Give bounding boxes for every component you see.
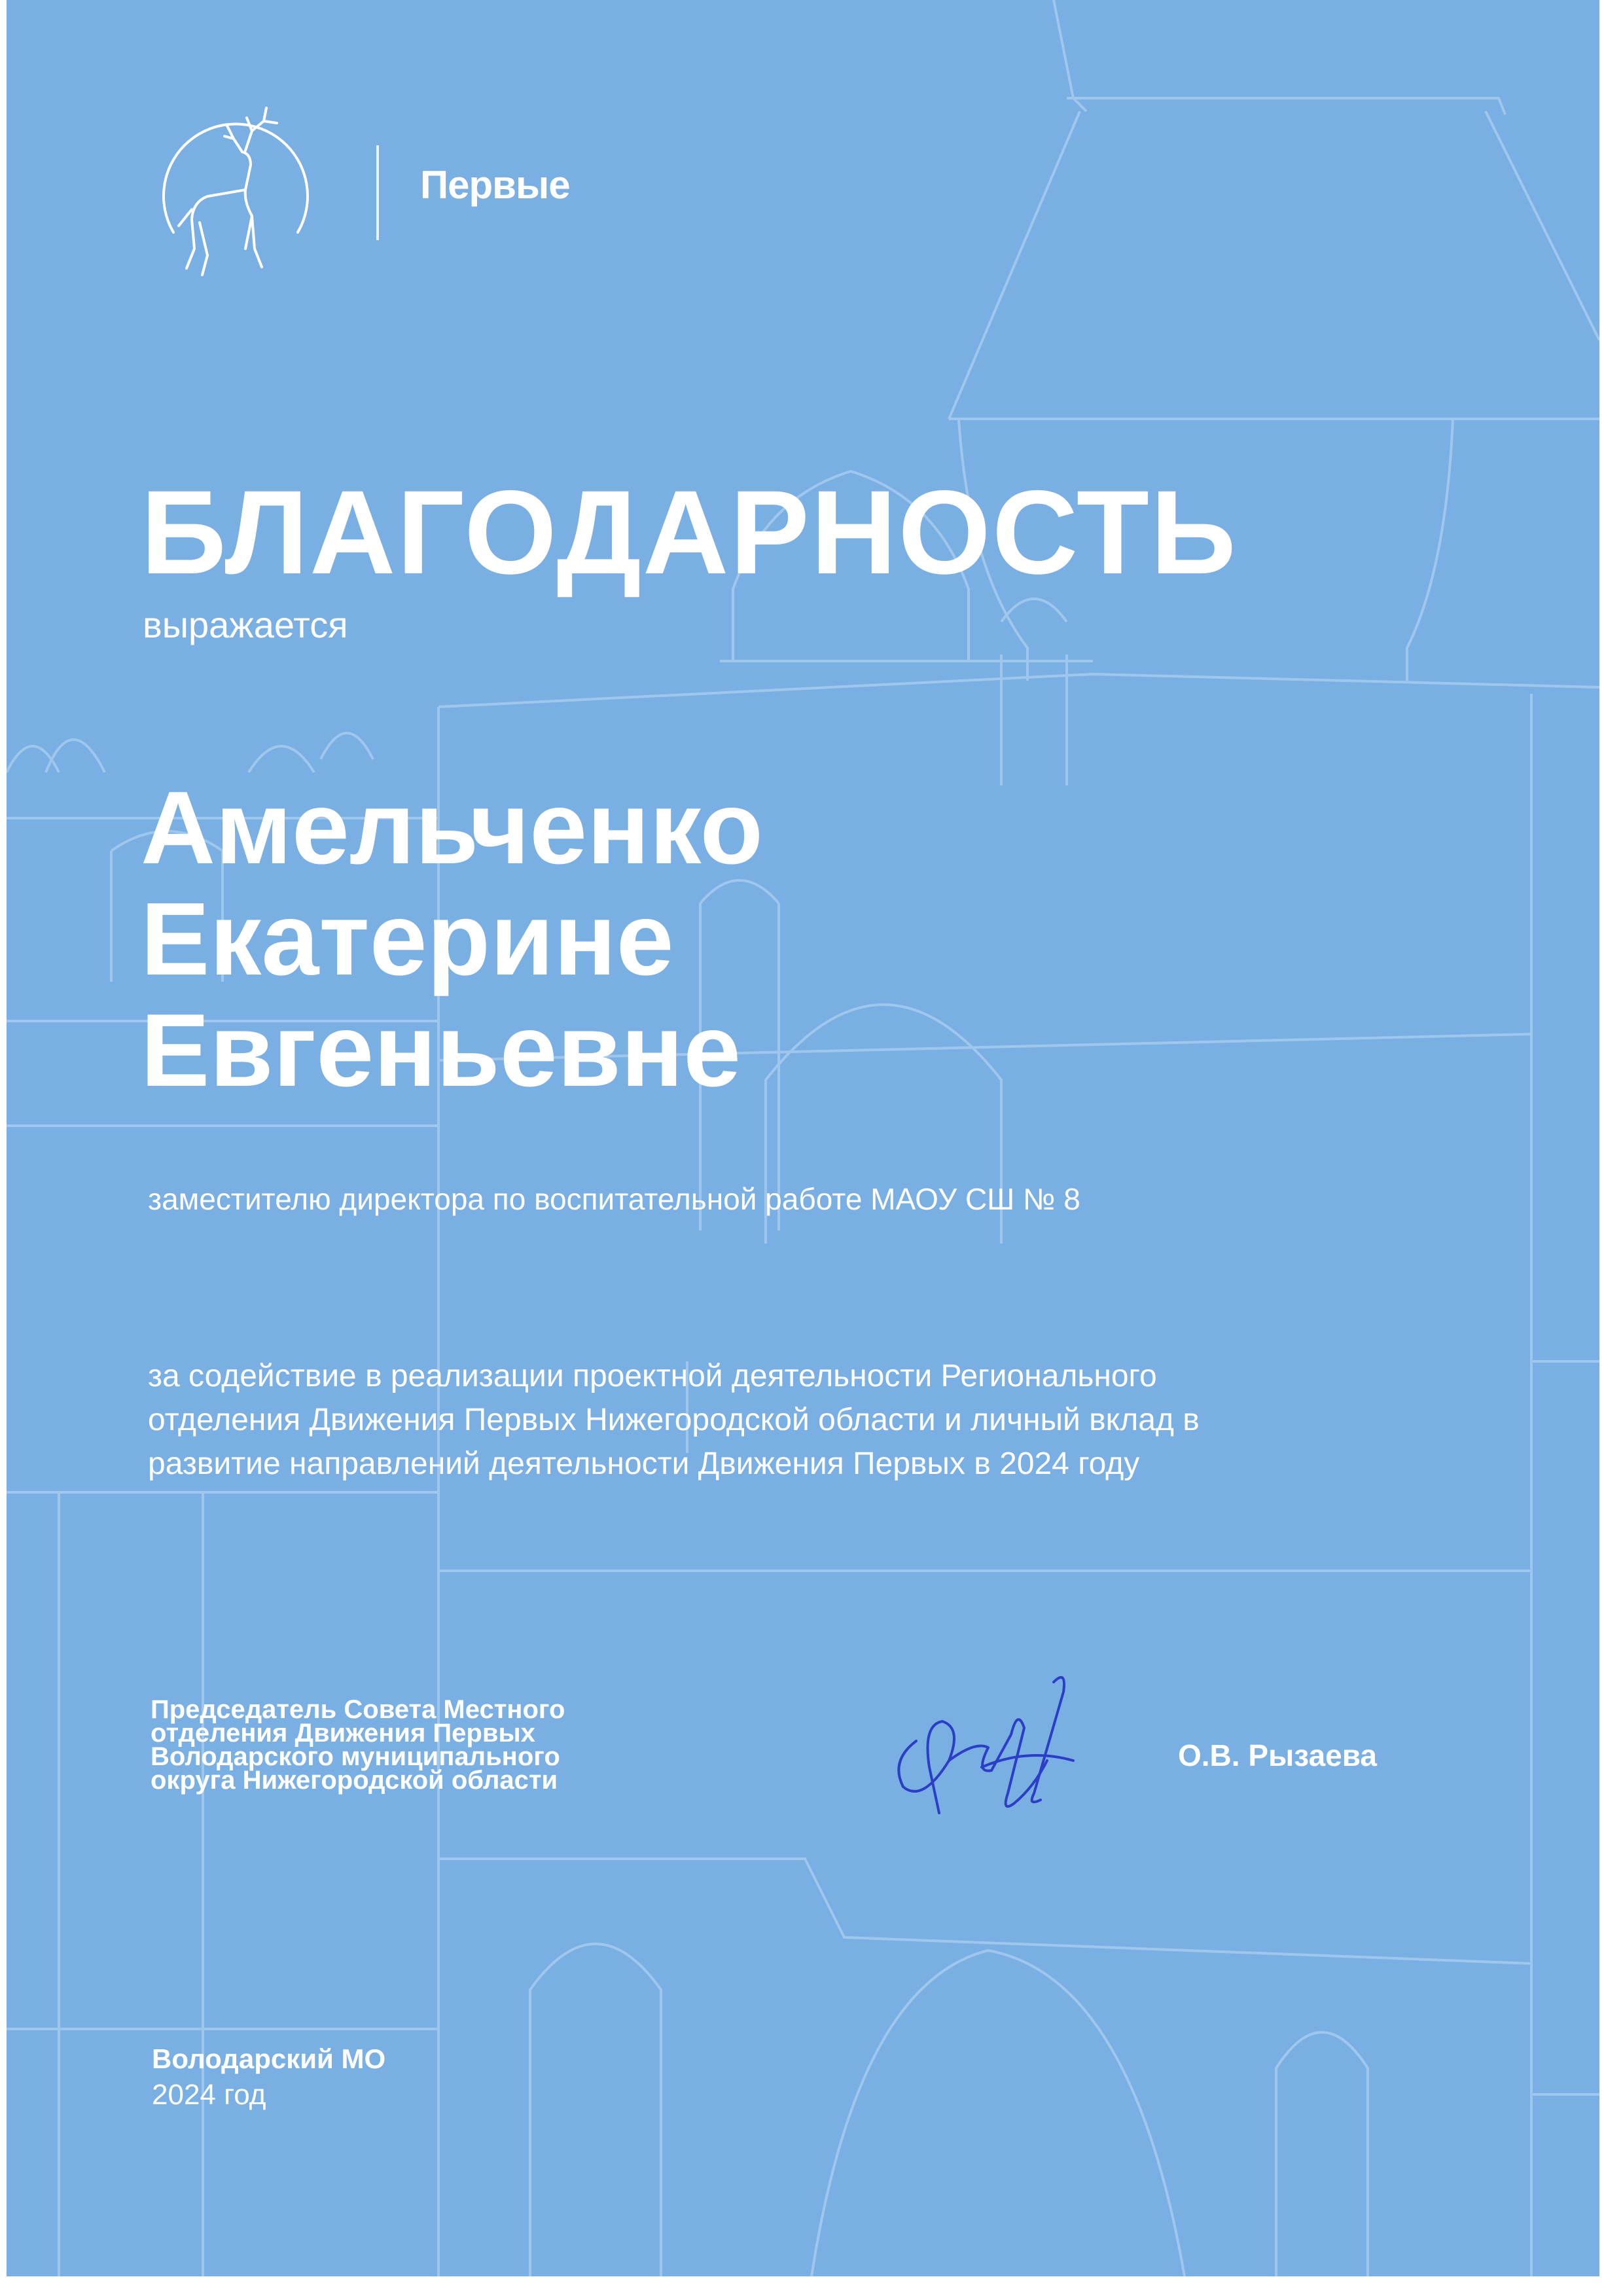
recipient-patronymic: Евгеньевне [141,993,741,1108]
brand-name: Первые [420,163,570,207]
certificate-subtitle: выражается [143,604,348,645]
certificate-title: БЛАГОДАРНОСТЬ [141,465,1238,599]
handwritten-signature [877,1662,1113,1820]
signatory-title-line: округа Нижегородской области [151,1766,558,1795]
signatory-title-line: Володарского муниципального [151,1742,560,1771]
kremlin-line-art-background [7,0,1599,2276]
logo-divider [376,145,379,240]
deer-icon [179,108,277,275]
award-reason-line: отделения Движения Первых Нижегородской области и личный вклад в [148,1403,1200,1437]
certificate-sheet [7,0,1599,2276]
issue-place: Володарский МО [152,2043,386,2074]
signatory-title-line: отделения Движения Первых [151,1719,535,1748]
award-reason-line: за содействие в реализации проектной деятельности Регионального [148,1359,1157,1393]
recipient-position: заместителю директора по воспитательной работе МАОУ СШ № 8 [148,1182,1080,1216]
signatory-name: О.В. Рызаева [1178,1738,1377,1772]
recipient-first-name: Екатерине [141,882,674,997]
recipient-surname: Амельченко [141,770,764,886]
signatory-title-line: Председатель Совета Местного [151,1695,565,1724]
issue-year: 2024 год [152,2079,266,2111]
nizhny-novgorod-region-logo [154,92,317,301]
award-reason-line: развитие направлений деятельности Движения Первых в 2024 году [148,1446,1140,1481]
